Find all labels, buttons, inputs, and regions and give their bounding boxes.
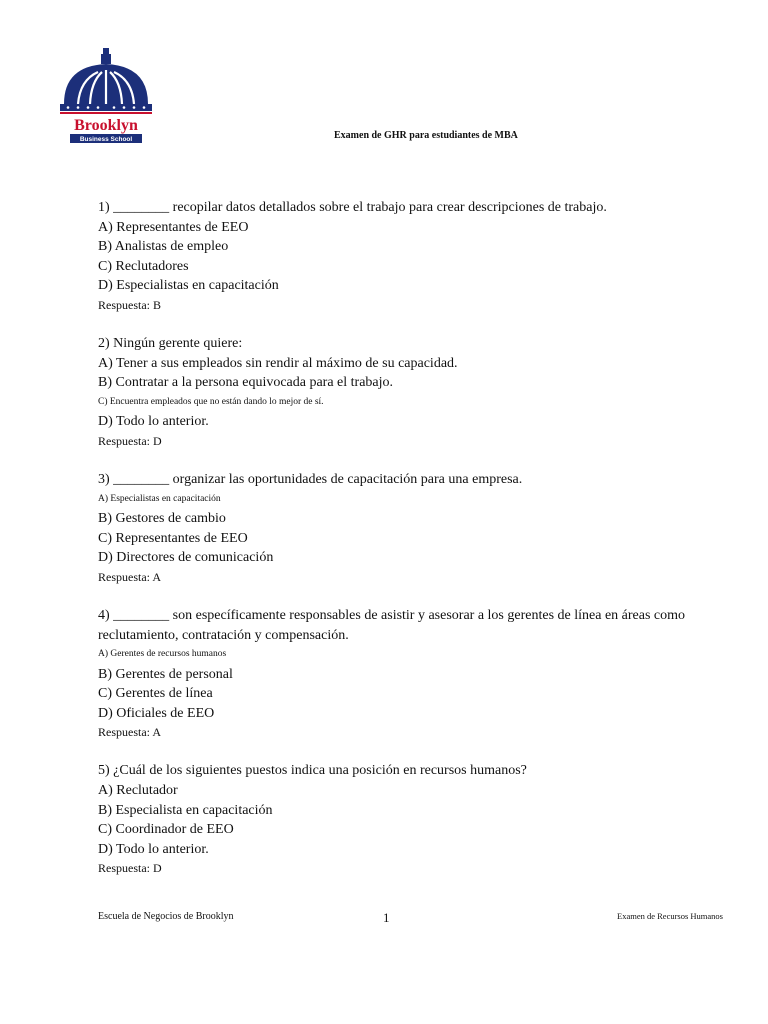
- answer-key: Respuesta: D: [98, 861, 162, 876]
- logo-name: Brooklyn: [74, 117, 138, 134]
- exam-title: Examen de GHR para estudiantes de MBA: [334, 130, 518, 141]
- answer-key: Respuesta: D: [98, 433, 162, 448]
- option-a: A) Reclutador: [98, 783, 178, 799]
- option-d: D) Especialistas en capacitación: [98, 278, 279, 294]
- option-c: C) Coordinador de EEO: [98, 822, 234, 838]
- brooklyn-business-school-logo: [58, 46, 154, 146]
- question-stem: 5) ¿Cuál de los siguientes puestos indica una posición en recursos humanos?: [98, 763, 527, 779]
- question-1: [98, 198, 718, 315]
- option-b: B) Gerentes de personal: [98, 666, 233, 682]
- option-a: A) Gerentes de recursos humanos: [98, 649, 227, 660]
- question-list: [98, 198, 718, 897]
- option-d: D) Todo lo anterior.: [98, 841, 209, 857]
- option-d: D) Todo lo anterior.: [98, 414, 209, 430]
- answer-key: Respuesta: B: [98, 297, 161, 312]
- option-c: C) Gerentes de línea: [98, 686, 213, 702]
- option-b: B) Contratar a la persona equivocada para el trabajo.: [98, 375, 394, 391]
- footer-school-name: Escuela de Negocios de Brooklyn: [98, 911, 234, 922]
- question-4: [98, 606, 718, 743]
- option-b: B) Especialista en capacitación: [98, 802, 273, 818]
- question-stem: 4) ________ son específicamente responsables de asistir y asesorar a los gerentes de línea en áreas como reclutamiento, contratación y compensación.: [98, 607, 686, 643]
- answer-key: Respuesta: A: [98, 725, 161, 740]
- option-d: D) Oficiales de EEO: [98, 705, 215, 721]
- question-3: [98, 470, 718, 587]
- option-b: B) Analistas de empleo: [98, 239, 229, 255]
- question-5: [98, 761, 718, 878]
- option-c: C) Reclutadores: [98, 258, 189, 274]
- option-c: C) Encuentra empleados que no están dando lo mejor de sí.: [98, 396, 324, 407]
- option-c: C) Representantes de EEO: [98, 530, 248, 546]
- question-2: [98, 334, 718, 451]
- option-a: A) Representantes de EEO: [98, 219, 249, 235]
- option-b: B) Gestores de cambio: [98, 511, 226, 527]
- option-a: A) Especialistas en capacitación: [98, 493, 221, 504]
- question-stem: 2) Ningún gerente quiere:: [98, 335, 243, 351]
- question-stem: 1) ________ recopilar datos detallados sobre el trabajo para crear descripciones de trabajo.: [98, 200, 607, 215]
- option-d: D) Directores de comunicación: [98, 550, 274, 566]
- page-number: 1: [383, 910, 390, 925]
- answer-key: Respuesta: A: [98, 569, 161, 584]
- option-a: A) Tener a sus empleados sin rendir al máximo de su capacidad.: [98, 355, 458, 371]
- footer-exam-name: Examen de Recursos Humanos: [617, 911, 723, 921]
- question-stem: 3) ________ organizar las oportunidades de capacitación para una empresa.: [98, 471, 523, 487]
- logo-subtitle: Business School: [79, 136, 133, 143]
